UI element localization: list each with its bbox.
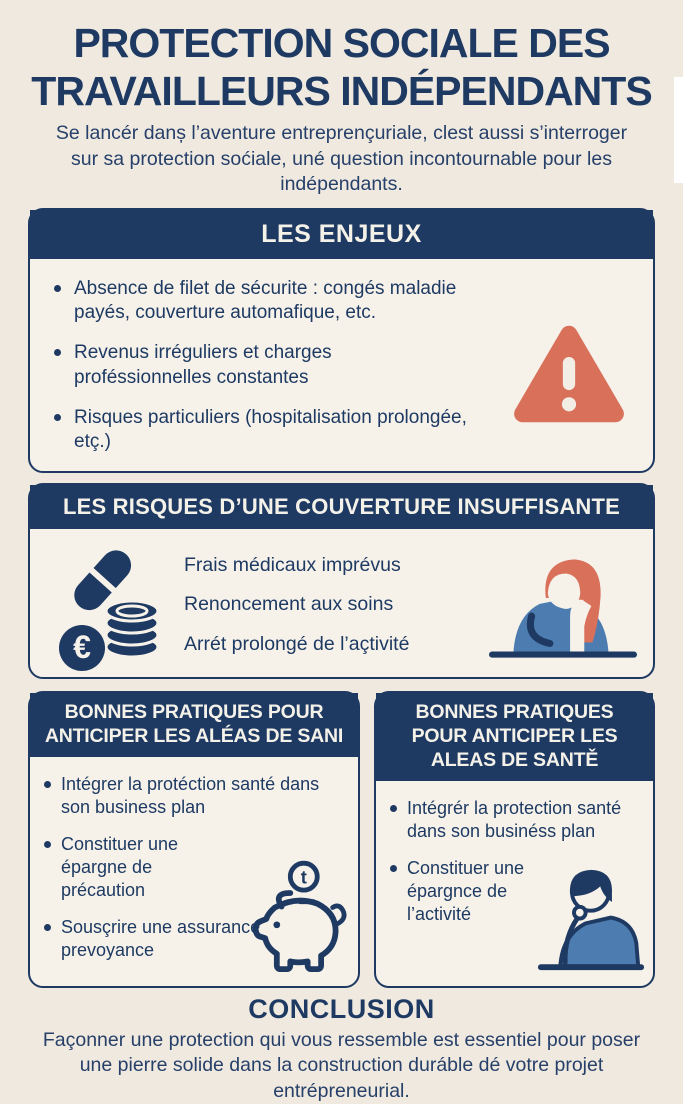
section-enjeux-body: [30, 259, 653, 471]
list-item: Frais médicaux imprévus: [184, 553, 401, 576]
piggy-bank-icon: [246, 857, 350, 983]
list-item: [44, 773, 348, 819]
section-risques: [28, 483, 655, 680]
conclusion-text: Façonner une protection qui vous ressemble est essentiel pour poser une pierre solide dans la construction duráble dé votre projet entrépreneurial.: [42, 1029, 641, 1102]
list-item-text: Absence de filet de sécurite : congés maladie payés, couverture automafique, etc.: [74, 277, 457, 323]
section-risques-title: LES RISQUES D’UNE COUVERTURE INSUFFISANTE: [30, 485, 653, 530]
bullet-dot: [44, 841, 51, 848]
list-item: Renoncement aux soins: [184, 593, 394, 616]
bullet-dot: [44, 781, 51, 788]
warning-triangle-icon: [511, 321, 627, 427]
edge-artifact: [674, 77, 683, 183]
bullet-dot: [44, 924, 51, 931]
section-pratiques-left: [28, 691, 360, 988]
bullet-dot: [390, 805, 397, 812]
list-item-text: Sousçrire une assurance prevoyance: [61, 917, 261, 961]
list-item: [54, 406, 503, 455]
risques-list: [184, 553, 469, 662]
list-item-text: Revenus irréguliers et charges proféssionnelles constantes: [74, 342, 332, 388]
bullet-dot: [54, 349, 61, 356]
section-conclusion: [0, 994, 683, 1104]
intro-text: Se lancér danș l’aventure entreprençuriale, clest aussi s’interroger sur sa protection soćiale, uné question incontournable pour les indépendants.: [55, 121, 628, 196]
section-enjeux-title: LES ENJEUX: [30, 210, 653, 259]
bullet-dot: [390, 865, 397, 872]
euro-coin-icon: [59, 625, 105, 671]
list-item-text: Risques particuliers (hospitalisation prolongée, etç.): [74, 406, 467, 453]
svg-text:t: t: [300, 866, 307, 888]
page-title: [0, 20, 683, 116]
bullet-dot: [54, 414, 61, 421]
list-item-text: Intégrér la protection santé dans son businéss plan: [407, 797, 622, 841]
list-item-text: Intégrer la protéction santé dans son business plan: [61, 773, 320, 817]
conclusion-title: CONCLUSION: [248, 994, 435, 1025]
medical-costs-icon: [54, 543, 166, 671]
coin-stack-icon: [106, 601, 158, 657]
section-risques-body: [30, 529, 653, 677]
worried-person-illustration: [487, 551, 639, 669]
section-pratiques-right: [374, 691, 655, 988]
section-enjeux: [28, 208, 655, 472]
list-item-text: Constituer une épargne de précaution: [61, 833, 179, 901]
list-item: Arrét prolongé de l’açtivité: [184, 632, 410, 655]
list-item-text: Constituer une épargnce de l’activité: [407, 857, 525, 924]
practices-row: [28, 691, 655, 988]
pratiques-left-body: [30, 757, 358, 986]
list-item: [54, 341, 503, 390]
page-title-line1: PROTECTION SOCIALE DES: [73, 20, 610, 66]
page-title-line2: TRAVAILLEURS INDÉPENDANTS: [31, 67, 652, 114]
bullet-dot: [54, 285, 61, 292]
list-item: [390, 797, 643, 843]
thinking-person-illustration: [535, 861, 647, 978]
enjeux-list: [54, 277, 503, 455]
pratiques-right-title: BONNES PRATIQUES POUR ANTICIPER LES ALEAS DE SANTĚ: [376, 693, 653, 780]
list-item: [54, 277, 503, 326]
svg-text:€: €: [73, 629, 91, 666]
pratiques-left-title: BONNES PRATIQUES POUR ANTICIPER LES ALÉAS DE SANI: [30, 693, 358, 757]
pratiques-right-body: [376, 781, 653, 986]
